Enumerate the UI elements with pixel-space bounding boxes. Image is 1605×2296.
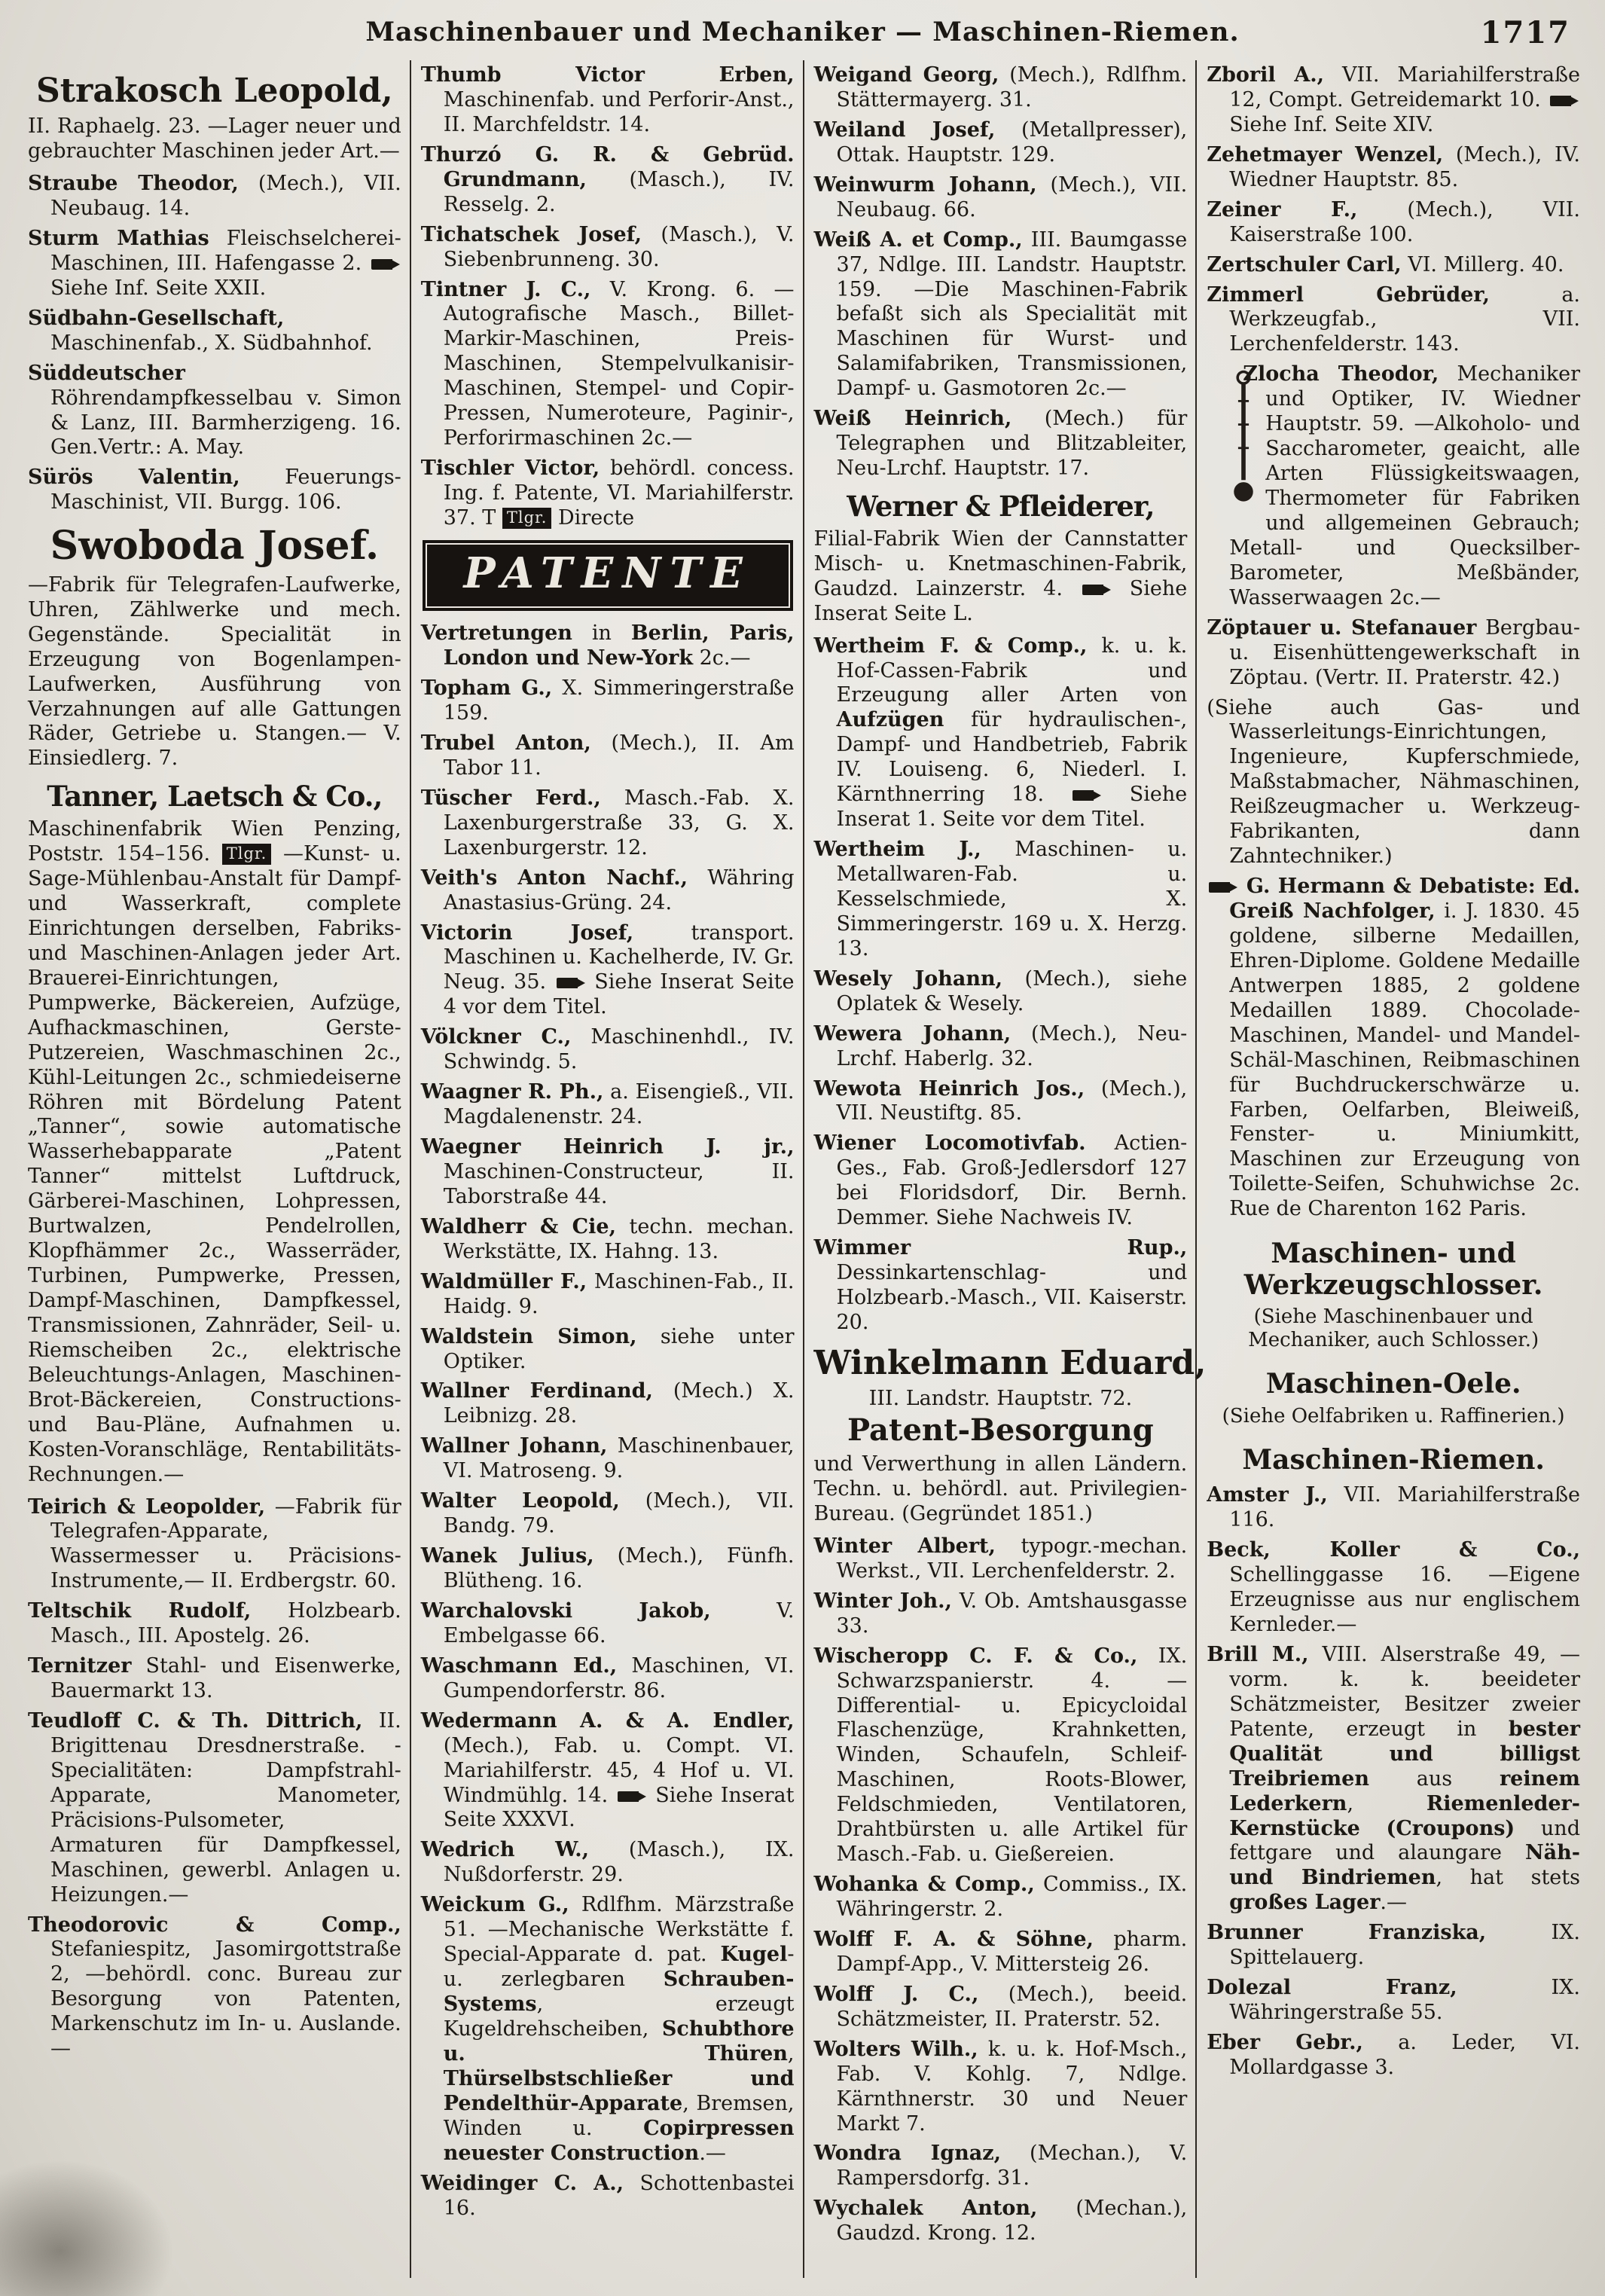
directory-entry (814, 2197, 1188, 2246)
manicule-icon (1209, 882, 1230, 893)
display-entry-body: Maschinenfabrik Wien Penzing, Poststr. 154–156. Tlgr. —Kunst- u. Sage-Mühlenbau-Anstalt für Dampf- und Wasserkraft, complete Einrichtungen derselben, Fabriks- und Maschinen-Anlagen jeder Art. Brauerei-Einrichtungen, Pumpwerke, Bäckereien, Aufzüge, Aufhackmaschinen, Gerste-Putzereien, Waschmaschinen 2c., Kühl-Leitungen 2c., schmiedeiserne Röhren mit Bördelung Patent „Tanner“, sowie automatische Wasserhebapparate „Patent Tanner“ mittelst Luftdruck, Gärberei-Maschinen, Lohpressen, Burtwalzen, Pendelrollen, Klopfhämmer 2c., Wasserräder, Turbinen, Pumpwerke, Pressen, Dampf-Maschinen, Dampfkessel, Transmissionen, Zahnräder, Seil- u. Riemscheiben 2c., elektrische Beleuchtungs-Anlagen, Maschinen-Brot-Bäckereien, Constructions- und Bau-Pläne, Aufnahmen u. Kosten-Voranschläge, Rentabilitäts-Rechnungen.— (28, 817, 401, 1486)
directory-entry (1207, 1643, 1580, 1916)
directory-entry (1207, 253, 1580, 278)
directory-entry (1207, 875, 1580, 1222)
entry-text: V. Ob. Amtshausgasse 33. (836, 1589, 1188, 1638)
directory-column-2 (410, 60, 803, 2278)
entry-text: Bergbau- u. Eisenhüttengewerkschaft in Zöptau. (Vertr. II. Praterstr. 42.) (1229, 615, 1580, 689)
entry-text: (Mech.), VII. Bandg. 79. (443, 1489, 795, 1538)
section-heading (1207, 1445, 1580, 1476)
entry-text: —Fabrik für Telegrafen-Apparate, Wassermesser u. Präcisions-Instrumente,— II. Erdbergstr. 60. (50, 1495, 401, 1593)
directory-entry (814, 1928, 1188, 1977)
entry-name: Weickum G., (420, 1893, 569, 1917)
display-entry-address: III. Landstr. Hauptstr. 72. (868, 1387, 1133, 1411)
entry-name: Zlocha Theodor, (1243, 362, 1439, 386)
entry-text: Maschinen-Constructeur, II. Taborstraße 44. (443, 1159, 795, 1208)
entry-text: II. Brigittenau Dresdnerstraße. -Specialitäten: Dampfstrahl-Apparate, Manometer, Präcisions-Pulsometer, Armaturen für Dampfkessel, Maschinen, gewerbl. Anlagen u. Heizungen.— (50, 1709, 401, 1907)
directory-entry (421, 1270, 795, 1320)
manicule-icon (1073, 790, 1094, 801)
display-entry-name: Swoboda Josef. (50, 523, 380, 569)
entry-text: IX. Währingerstraße 55. (1229, 1976, 1580, 2025)
directory-columns (0, 56, 1605, 2278)
telegram-badge: Tlgr. (502, 508, 552, 529)
directory-entry (814, 1589, 1188, 1639)
directory-entry (421, 1325, 795, 1375)
display-entry-name: Strakosch Leopold, (36, 72, 393, 110)
entry-name: Wallner Ferdinand, (420, 1379, 653, 1403)
directory-entry (1207, 1921, 1580, 1971)
page-number: 1717 (1480, 15, 1570, 50)
entry-name: Wolff F. A. & Söhne, (813, 1927, 1094, 1951)
entry-text: a. Eisengieß., VII. Magdalenenstr. 24. (443, 1080, 795, 1129)
directory-entry (814, 2142, 1188, 2191)
directory-entry (421, 786, 795, 861)
display-entry-name: Winkelmann Eduard, (813, 1343, 1207, 1382)
entry-name: Süddeutscher (28, 361, 185, 385)
entry-text: III. Baumgasse 37, Ndlge. III. Landstr. Hauptstr. 159. —Die Maschinen-Fabrik befaßt sich als Specialität mit Maschinen für Wurst- und Salamifabriken, Transmissionen, Dampf- u. Gasmotoren 2c.— (836, 227, 1188, 401)
directory-entry (28, 1654, 401, 1704)
directory-entry (421, 621, 795, 671)
entry-name: Zimmerl Gebrüder, (1207, 282, 1490, 307)
section-heading-text: Maschinen-Riemen. (1242, 1443, 1545, 1476)
entry-text: (Masch.), V. Siebenbrunneng. 30. (443, 222, 795, 271)
entry-name: Wesely Johann, (813, 966, 1003, 991)
entry-name: Wedrich W., (420, 1838, 590, 1862)
display-entry-subtitle: Patent-Besorgung (847, 1412, 1154, 1449)
entry-text: siehe unter Optiker. (443, 1324, 795, 1373)
directory-entry (28, 1495, 401, 1595)
entry-text: X. Simmeringerstraße 159. (443, 676, 795, 725)
entry-name: Weiß Heinrich, (813, 407, 1012, 431)
entry-text: (Mech.) für Telegraphen und Blitzableiter, Neu-Lrchf. Hauptstr. 17. (836, 407, 1188, 481)
entry-name: Tüscher Ferd., (420, 786, 601, 810)
entry-text: Maschinenfab., X. Südbahnhof. (50, 331, 373, 355)
entry-name: Waldmüller F., (420, 1269, 587, 1293)
directory-entry (1207, 63, 1580, 138)
manicule-icon (1550, 96, 1571, 106)
patente-banner (423, 540, 793, 611)
entry-name: Wertheim J., (813, 838, 981, 862)
patente-banner-text: PATENTE (463, 548, 752, 598)
entry-name: Weinwurm Johann, (813, 173, 1037, 197)
display-entry-body: Filial-Fabrik Wien der Cannstatter Misch- u. Knetmaschinen-Fabrik, Gaudzd. Lainzerstr. 4. Siehe Inserat Seite L. (813, 527, 1188, 625)
entry-text: Stahl- und Eisenwerke, Bauermarkt 13. (50, 1654, 401, 1703)
entry-text: Schellinggasse 16. —Eigene Erzeugnisse aus nur englischem Kernleder.— (1229, 1563, 1580, 1636)
entry-name: Völckner C., (420, 1025, 572, 1049)
directory-entry (1207, 2031, 1580, 2081)
entry-name: Vertretungen (420, 621, 572, 646)
entry-name: Wedermann A. & A. Endler, (420, 1708, 795, 1733)
entry-name: Straube Theodor, (28, 172, 239, 196)
entry-text: k. u. k. Hof-Cassen-Fabrik und Erzeugung aller Arten von Aufzügen für hydraulischen-, Dampf- und Handbetrieb, Fabrik IV. Louiseng. 6, Niederl. I. Kärnthnerring 18. (836, 634, 1188, 807)
entry-text: (Mech.), Fab. u. Compt. VI. Mariahilferstr. 45, 4 Hof u. VI. Windmühlg. 14. (443, 1733, 795, 1807)
directory-entry (421, 1489, 795, 1539)
entry-name: Weiland Josef, (813, 118, 996, 142)
entry-text: in Berlin, Paris, London und New-York 2c.— (443, 621, 795, 670)
entry-name: Warchalovski Jakob, (420, 1598, 711, 1623)
entry-name: Brill M., (1207, 1642, 1309, 1666)
entry-text: Währing Anastasius-Grüng. 24. (443, 866, 795, 914)
entry-name: Beck, Koller & Co., (1207, 1538, 1580, 1562)
directory-entry (814, 2038, 1188, 2137)
entry-text: Maschinenbauer, VI. Matroseng. 9. (443, 1434, 795, 1483)
entry-text: (Mech.), IV. Wiedner Hauptstr. 85. (1229, 142, 1580, 191)
manicule-icon (618, 1791, 639, 1802)
directory-entry (814, 1022, 1188, 1072)
entry-name: Weiß A. et Comp., (813, 227, 1023, 252)
directory-entry (28, 1599, 401, 1649)
entry-name: Wimmer Rup., (813, 1236, 1188, 1260)
entry-name: Tischler Victor, (420, 456, 600, 481)
entry-text: Schottenbastei 16. (443, 2171, 795, 2220)
entry-text: (Mech.), VII. Neubaug. 66. (836, 173, 1188, 221)
directory-entry (421, 1709, 795, 1833)
entry-name: Weidinger C. A., (420, 2171, 624, 2195)
entry-see-note: Siehe Inf. Seite XIV. (1229, 112, 1434, 136)
entry-text: (Mech.), II. Am Tabor 11. (443, 731, 795, 780)
display-entry-body: II. Raphaelg. 23. —Lager neuer und gebrauchter Maschinen jeder Art.— (28, 114, 401, 163)
entry-name: Dolezal Franz, (1207, 1976, 1457, 2000)
directory-entry (421, 1654, 795, 1704)
directory-entry (1207, 283, 1580, 358)
display-entry-name: Tanner, Laetsch & Co., (47, 780, 383, 814)
entry-name: Ternitzer (28, 1654, 132, 1678)
entry-text: IX. Schwarzspanierstr. 4. —Differential- u. Epicycloidal Flaschenzüge, Krahnketten, Winden, Schaufeln, Schleif-Maschinen, Roots-Blower, Feldschmieden, Ventilatoren, Drahtbürsten u. alle Artikel für Masch.-Fab. u. Gießereien. (836, 1644, 1188, 1867)
entry-text: Maschinen, VI. Gumpendorferstr. 86. (443, 1653, 795, 1702)
directory-entry (28, 362, 401, 461)
telegram-badge: Tlgr. (222, 844, 272, 865)
entry-text: Holzbearb. Masch., III. Apostelg. 26. (50, 1599, 401, 1648)
directory-entry (1207, 1538, 1580, 1638)
entry-name: Zehetmayer Wenzel, (1207, 142, 1444, 166)
entry-text: a. Leder, VI. Mollardgasse 3. (1229, 2031, 1580, 2079)
entry-name: Wewera Johann, (813, 1021, 1012, 1046)
entry-name: Südbahn-Gesellschaft, (28, 306, 285, 330)
entry-see-note: Siehe Inserat 1. Seite vor dem Titel. (836, 783, 1188, 832)
entry-name: Wanek Julius, (420, 1544, 594, 1568)
directory-entry (814, 967, 1188, 1017)
entry-text: (Mechan.), Gaudzd. Krong. 12. (836, 2197, 1188, 2246)
entry-name: Zertschuler Carl, (1207, 252, 1402, 276)
entry-see-note: Siehe Inf. Seite XXII. (50, 276, 267, 300)
directory-entry (421, 676, 795, 726)
entry-name: Tichatschek Josef, (420, 222, 642, 246)
page-header (0, 0, 1605, 56)
manicule-icon (1082, 585, 1103, 595)
display-entry (28, 523, 401, 771)
entry-text: Dessinkartenschlag- und Holzbearb.-Masch., VII. Kaiserstr. 20. (836, 1261, 1188, 1334)
section-heading-note: (Siehe Oelfabriken u. Raffinerien.) (1222, 1404, 1565, 1427)
entry-text: Mechaniker und Optiker, IV. Wiedner Hauptstr. 59. —Alkoholo- und Saccharometer, geaicht, alle Arten Flüssigkeitswaagen, Thermometer für Fabriken und allgemeinen Gebrauch; Metall- und Quecksilber-Barometer, Meßbänder, Wasserwaagen 2c.— (1229, 362, 1580, 609)
directory-entry (814, 228, 1188, 402)
directory-entry (814, 1873, 1188, 1922)
directory-entry (814, 1077, 1188, 1127)
entry-name: Trubel Anton, (420, 731, 591, 755)
directory-column-4 (1195, 60, 1588, 2278)
entry-name: Waschmann Ed., (420, 1653, 618, 1678)
directory-entry (421, 1893, 795, 2166)
entry-name: Wolff J. C., (813, 1982, 979, 2006)
entry-see-note: Siehe Inserat Seite L. (813, 576, 1188, 625)
directory-entry (421, 1025, 795, 1075)
entry-name: Victorin Josef, (420, 921, 634, 945)
entry-name: Topham G., (420, 676, 553, 701)
manicule-icon (557, 978, 578, 988)
entry-text: (Mech.), Neu-Lrchf. Haberlg. 32. (836, 1021, 1188, 1070)
entry-name: Veith's Anton Nachf., (420, 866, 688, 890)
directory-entry (421, 1434, 795, 1484)
entry-name: Winter Joh., (813, 1589, 952, 1613)
directory-entry (421, 143, 795, 218)
display-entry (813, 1343, 1207, 1527)
directory-entry (421, 1215, 795, 1265)
entry-text: (Mechan.), V. Rampersdorfg. 31. (836, 2142, 1188, 2191)
display-entry-body: und Verwerthung in allen Ländern. Techn. u. behördl. aut. Privilegien-Bureau. (Gegründet 1851.) (813, 1452, 1188, 1525)
entry-text: pharm. Dampf-App., V. Mittersteig 26. (836, 1927, 1188, 1976)
entry-text: Stefaniespitz, Jasomirgottstraße 2, —behördl. conc. Bureau zur Besorgung von Patenten, Markenschutz im In- u. Auslande.— (50, 1937, 401, 2061)
directory-entry (421, 731, 795, 781)
directory-entry (421, 921, 795, 1021)
entry-text: VIII. Alserstraße 49, —vorm. k. k. beeideter Schätzmeister, Besitzer zweier Patente, erzeugt in bester Qualität und billigst Treibriemen aus reinem Lederkern, Riemenleder-Kernstücke (Croupons) und fettgare und alaungare Näh- und Bindriemen, hat stets großes Lager.— (1229, 1642, 1580, 1915)
directory-entry (1207, 1483, 1580, 1533)
entry-name: Waldherr & Cie, (420, 1214, 616, 1238)
directory-column-3 (803, 60, 1207, 2278)
entry-text: VI. Millerg. 40. (1408, 252, 1564, 276)
directory-entry (814, 118, 1188, 168)
entry-text: k. u. k. Hof-Msch., Fab. V. Kohlg. 7, Ndlge. Kärnthnerstr. 30 und Neuer Markt 7. (836, 2037, 1188, 2136)
section-heading-note: (Siehe Maschinenbauer und Mechaniker, auch Schlosser.) (1248, 1305, 1539, 1352)
entry-name: Winter Albert, (813, 1534, 996, 1558)
entry-name: Wertheim F. & Comp., (813, 634, 1088, 658)
entry-text: behördl. concess. Ing. f. Patente, VI. Mariahilferstr. 37. T Tlgr. Directe (443, 456, 795, 530)
entry-text: V. Krong. 6. —Autografische Masch., Billet-Markir-Maschinen, Preis-Maschinen, Stempelvulkanisir-Maschinen, Stempel- und Copir-Pressen, Numeroteure, Paginir-, Perforirmaschinen 2c.— (443, 277, 795, 450)
directory-entry (814, 173, 1188, 223)
directory-entry (814, 1131, 1188, 1231)
entry-text: (Masch.), IX. Nußdorferstr. 29. (443, 1838, 795, 1887)
entry-name: Eber Gebr., (1207, 2031, 1363, 2054)
entry-text: IX. Spittelauerg. (1229, 1921, 1580, 1970)
entry-text: Masch.-Fab. X. Laxenburgerstraße 33, G. X. Laxenburgerstr. 12. (443, 786, 795, 859)
entry-text: typogr.-mechan. Werkst., VII. Lerchenfelderstr. 2. (836, 1534, 1188, 1583)
entry-text: (Mech.), siehe Oplatek & Wesely. (836, 966, 1188, 1015)
directory-entry (1207, 616, 1580, 691)
entry-text: (Mech.) X. Leibnizg. 28. (443, 1379, 795, 1428)
directory-entry (814, 634, 1188, 833)
entry-name: Teltschik Rudolf, (28, 1599, 252, 1623)
entry-name: Walter Leopold, (420, 1489, 620, 1513)
entry-text: transport. Maschinen u. Kachelherde, IV. Gr. Neug. 35. (443, 921, 795, 994)
directory-entry (1207, 1976, 1580, 2026)
entry-name: Teudloff C. & Th. Dittrich, (28, 1709, 363, 1733)
directory-entry (1207, 362, 1580, 610)
directory-entry (421, 2172, 795, 2221)
directory-entry (421, 63, 795, 138)
display-entry-body: —Fabrik für Telegrafen-Laufwerke, Uhren, Zählwerke und mech. Gegenstände. Specialität in Erzeugung von Bogenlampen-Laufwerken, Ausführung von Verzahnungen auf alle Gattungen Räder, Getriebe u. Stangen.— V. Einsiedlerg. 7. (28, 572, 401, 771)
entry-text: (Mech.), Fünfh. Blütheng. 16. (443, 1544, 795, 1592)
display-entry (28, 782, 401, 1487)
entry-name: Zöptauer u. Stefanauer (1207, 615, 1477, 640)
directory-entry (421, 1379, 795, 1429)
directory-entry (814, 1534, 1188, 1584)
entry-name: Thumb Victor Erben, (420, 63, 795, 87)
entry-name: Thurzó G. R. & Gebrüd. Grundmann, (420, 142, 795, 191)
thermometer-icon (1231, 367, 1256, 510)
entry-text: (Mech.), beeid. Schätzmeister, II. Praterstr. 52. (836, 1982, 1188, 2031)
entry-name: Wiener Locomotivfab. (813, 1131, 1086, 1156)
directory-entry (1207, 696, 1580, 870)
section-heading-text: Maschinen- und Werkzeugschlosser. (1243, 1238, 1543, 1301)
entry-text: Fleischselcherei-Maschinen, III. Hafengasse 2. (50, 226, 401, 275)
entry-text: V. Embelgasse 66. (443, 1598, 795, 1647)
entry-text: (Mech.), VII. Kaiserstraße 100. (1229, 197, 1580, 246)
directory-entry (421, 1599, 795, 1649)
display-entry (814, 492, 1188, 627)
page-header-title: Maschinenbauer und Mechaniker — Maschinen-Riemen. (365, 17, 1240, 47)
directory-entry (814, 1983, 1188, 2032)
directory-entry (421, 1544, 795, 1594)
entry-text: VII. Mariahilferstraße 116. (1229, 1483, 1580, 1532)
entry-name: Waldstein Simon, (420, 1324, 637, 1348)
entry-text: (Mech.), VII. Neustiftg. 85. (836, 1076, 1188, 1125)
entry-text: Commiss., IX. Währingerstr. 2. (836, 1873, 1188, 1922)
entry-name: G. Hermann & Debatiste: Ed. Greiß Nachfolger, (1229, 875, 1580, 923)
section-heading (1207, 1369, 1580, 1428)
entry-name: Wolters Wilh., (813, 2037, 978, 2061)
entry-name: Wewota Heinrich Jos., (813, 1076, 1085, 1101)
entry-text: Rdlfhm. Märzstraße 51. —Mechanische Werkstätte f. Special-Apparate d. pat. Kugel- u. zerlegbaren Schrauben-Systems, erzeugt Kugeldrehscheiben, Schubthore u. Thüren, Thürselbstschließer und Pendelthür-Apparate, Bremsen, Winden u. Copirpressen neuester Construction.— (443, 1893, 795, 2165)
directory-entry (28, 227, 401, 301)
directory-entry (1207, 143, 1580, 193)
entry-text: Maschinenfab. und Perforir-Anst., II. Marchfeldstr. 14. (443, 87, 795, 136)
display-entry-name: Werner & Pfleiderer, (847, 490, 1155, 523)
directory-entry (1207, 198, 1580, 248)
entry-text: VII. Mariahilferstraße 12, Compt. Getreidemarkt 10. (1229, 63, 1580, 111)
directory-entry (421, 1135, 795, 1210)
directory-entry (814, 838, 1188, 962)
directory-entry (421, 866, 795, 916)
directory-entry (814, 1236, 1188, 1336)
entry-text: Feuerungs-Maschinist, VII. Burgg. 106. (50, 466, 401, 514)
entry-name: Wychalek Anton, (813, 2197, 1038, 2221)
section-heading-text: Maschinen-Oele. (1265, 1368, 1521, 1400)
entry-name: Zboril A., (1207, 63, 1325, 87)
entry-text: (Mech.), Rdlfhm. Stättermayerg. 31. (836, 63, 1188, 111)
entry-name: Sturm Mathias (28, 226, 209, 250)
entry-text: Maschinen-Fab., II. Haidg. 9. (443, 1269, 795, 1318)
entry-name: Wischeropp C. F. & Co., (813, 1644, 1138, 1668)
entry-name: Wondra Ignaz, (813, 2142, 1002, 2166)
entry-text: a. Werkzeugfab., VII. Lerchenfelderstr. 143. (1229, 282, 1580, 356)
entry-name: Tintner J. C., (420, 277, 591, 301)
entry-text: (Mech.), VII. Neubaug. 14. (50, 172, 401, 220)
entry-text: (Metallpresser), Ottak. Hauptstr. 129. (836, 118, 1188, 166)
entry-see-note: Siehe Inserat Seite XXXVI. (443, 1783, 795, 1832)
entry-name: Weigand Georg, (813, 63, 999, 87)
entry-name: Brunner Franziska, (1207, 1921, 1487, 1945)
entry-text: Maschinen- u. Metallwaren-Fab. u. Kesselschmiede, X. Simmeringerstr. 169 u. X. Herzg. 13. (836, 838, 1188, 960)
entry-name: Sürös Valentin, (28, 466, 240, 490)
entry-text: Maschinenhdl., IV. Schwindg. 5. (443, 1025, 795, 1074)
entry-name: Zeiner F., (1207, 197, 1358, 221)
directory-entry (421, 278, 795, 452)
section-heading (1207, 1238, 1580, 1352)
entry-name: Theodorovic & Comp., (28, 1913, 401, 1937)
manicule-icon (371, 259, 392, 270)
directory-entry (28, 172, 401, 221)
directory-entry (28, 1913, 401, 2062)
entry-text: Röhrendampfkesselbau v. Simon & Lanz, III. Barmherzigeng. 16. Gen.Vertr.: A. May. (50, 386, 401, 460)
entry-name: Teirich & Leopolder, (28, 1495, 266, 1519)
directory-entry (28, 307, 401, 356)
entry-text: Actien-Ges., Fab. Groß-Jedlersdorf 127 bei Floridsdorf, Dir. Bernh. Demmer. Siehe Nachweis IV. (836, 1131, 1188, 1230)
entry-name: Waagner R. Ph., (420, 1080, 604, 1104)
directory-column-1 (18, 60, 410, 2278)
entry-name: Wallner Johann, (420, 1434, 608, 1458)
entry-see-note: Siehe Inserat Seite 4 vor dem Titel. (443, 970, 795, 1019)
entry-name: Amster J., (1207, 1483, 1328, 1507)
directory-entry (28, 1709, 401, 1908)
entry-name: Waegner Heinrich J. jr., (420, 1135, 795, 1159)
entry-text: (Siehe auch Gas- und Wasserleitungs-Einrichtungen, Ingenieure, Kupferschmiede, Maßstabmacher, Nähmaschinen, Reißzeugmacher u. Werkzeug-Fabrikanten, dann Zahntechniker.) (1207, 695, 1580, 869)
entry-name: Wohanka & Comp., (813, 1873, 1035, 1897)
directory-entry (421, 456, 795, 531)
directory-entry (421, 1080, 795, 1130)
directory-entry (421, 223, 795, 273)
directory-entry (814, 63, 1188, 113)
directory-entry (421, 1838, 795, 1888)
entry-text: (Masch.), IV. Resselg. 2. (443, 167, 795, 216)
directory-entry (28, 466, 401, 515)
entry-text: techn. mechan. Werkstätte, IX. Hahng. 13. (443, 1214, 795, 1263)
entry-text: i. J. 1830. 45 goldene, silberne Medaillen, Ehren-Diplome. Goldene Medaille Antwerpen 1885, 2 goldene Medaillen 1889. Chocolade-Maschinen, Mandel- und Mandel-Schäl-Maschinen, Reibmaschinen für Buchdruckerschwärze u. Farben, Oelfarben, Bleiweiß, Fenster- u. Miniumkitt, Maschinen zur Erzeugung von Toilette-Seifen, Schuhwichse 2c. Rue de Charenton 162 Paris. (1229, 899, 1580, 1221)
directory-entry (814, 1644, 1188, 1867)
display-entry (28, 74, 401, 164)
directory-entry (814, 407, 1188, 481)
